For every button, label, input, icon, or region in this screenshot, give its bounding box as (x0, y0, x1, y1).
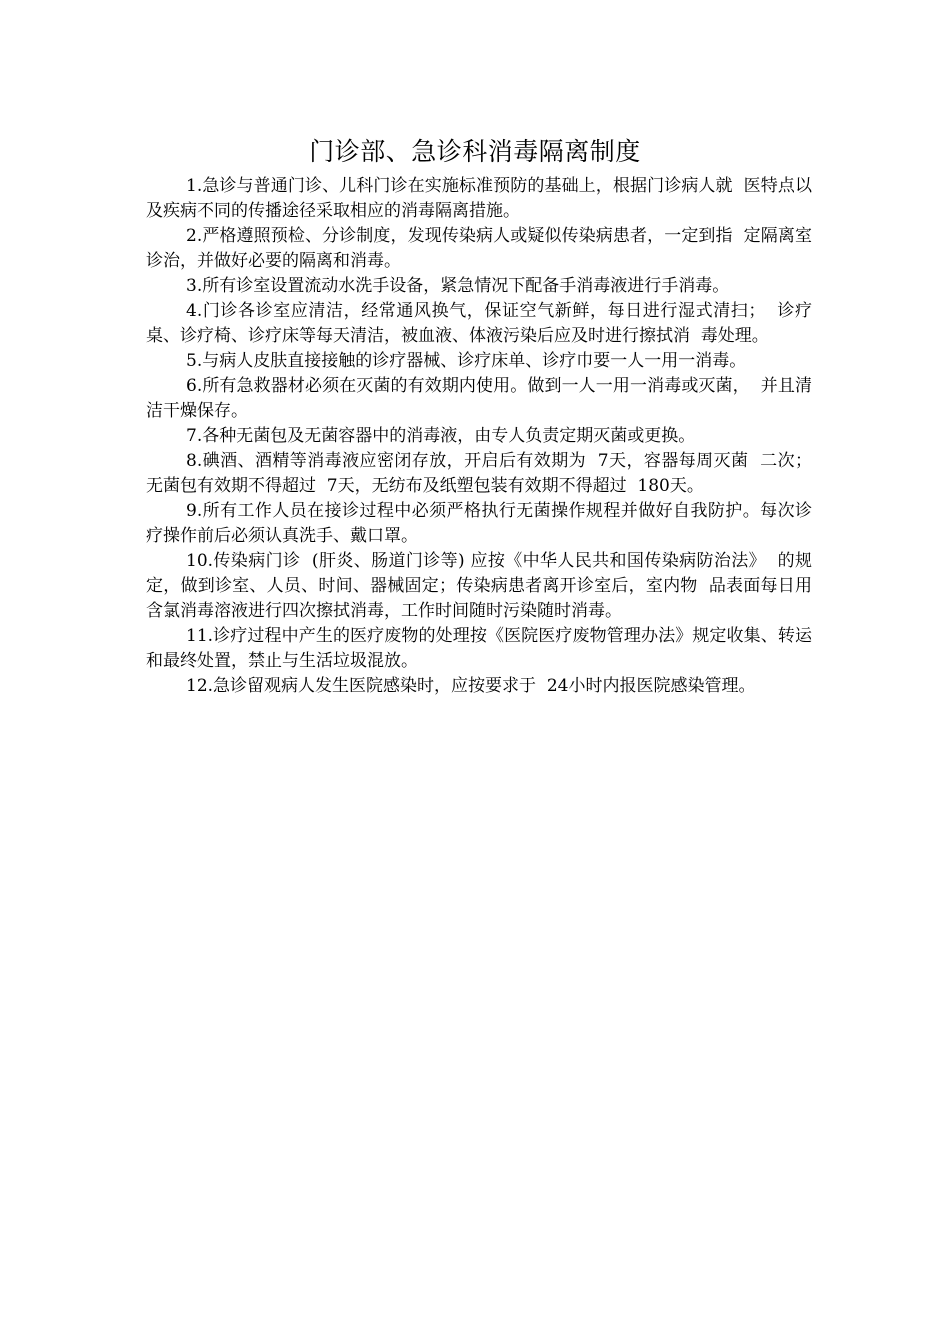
paragraph-7: 7.各种无菌包及无菌容器中的消毒液，由专人负责定期灭菌或更换。 (186, 426, 696, 446)
paragraph-6: 6.所有急救器材必须在灭菌的有效期内使用。做到一人一用一消毒或灭菌， 并且清洁干燥保存。 (146, 376, 812, 421)
paragraph-1: 1.急诊与普通门诊、儿科门诊在实施标准预防的基础上，根据门诊病人就 医特点以及疾病不同的传播途径采取相应的消毒隔离措施。 (146, 176, 812, 221)
paragraph-12: 12.急诊留观病人发生医院感染时，应按要求于 24小时内报医院感染管理。 (186, 676, 756, 696)
paragraph-9: 9.所有工作人员在接诊过程中必须严格执行无菌操作规程并做好自我防护。每次诊疗操作前后必须认真洗手、戴口罩。 (146, 501, 812, 546)
paragraph-5: 5.与病人皮肤直接接触的诊疗器械、诊疗床单、诊疗巾要一人一用一消毒。 (186, 351, 747, 371)
document-title: 门诊部、急诊科消毒隔离制度 (309, 137, 641, 166)
paragraph-11: 11.诊疗过程中产生的医疗废物的处理按《医院医疗废物管理办法》规定收集、转运和最终处置，禁止与生活垃圾混放。 (146, 626, 812, 671)
paragraph-4: 4.门诊各诊室应清洁，经常通风换气，保证空气新鲜，每日进行湿式清扫； 诊疗桌、诊疗椅、诊疗床等每天清洁，被血液、体液污染后应及时进行擦拭消 毒处理。 (146, 301, 812, 346)
document-body (146, 174, 812, 699)
paragraph-10: 10.传染病门诊 (肝炎、肠道门诊等) 应按《中华人民共和国传染病防治法》 的规定，做到诊室、人员、时间、器械固定；传染病患者离开诊室后，室内物 品表面每日用含氯消毒溶液进行四次擦拭消毒，工作时间随时污染随时消毒。 (146, 551, 812, 621)
paragraph-3: 3.所有诊室设置流动水洗手设备，紧急情况下配备手消毒液进行手消毒。 (186, 276, 730, 296)
paragraph-8: 8.碘酒、酒精等消毒液应密闭存放，开启后有效期为 7天，容器每周灭菌 二次；无菌包有效期不得超过 7天，无纺布及纸塑包装有效期不得超过 180天。 (146, 451, 812, 496)
paragraph-2: 2.严格遵照预检、分诊制度，发现传染病人或疑似传染病患者，一定到指 定隔离室诊治，并做好必要的隔离和消毒。 (146, 226, 812, 271)
